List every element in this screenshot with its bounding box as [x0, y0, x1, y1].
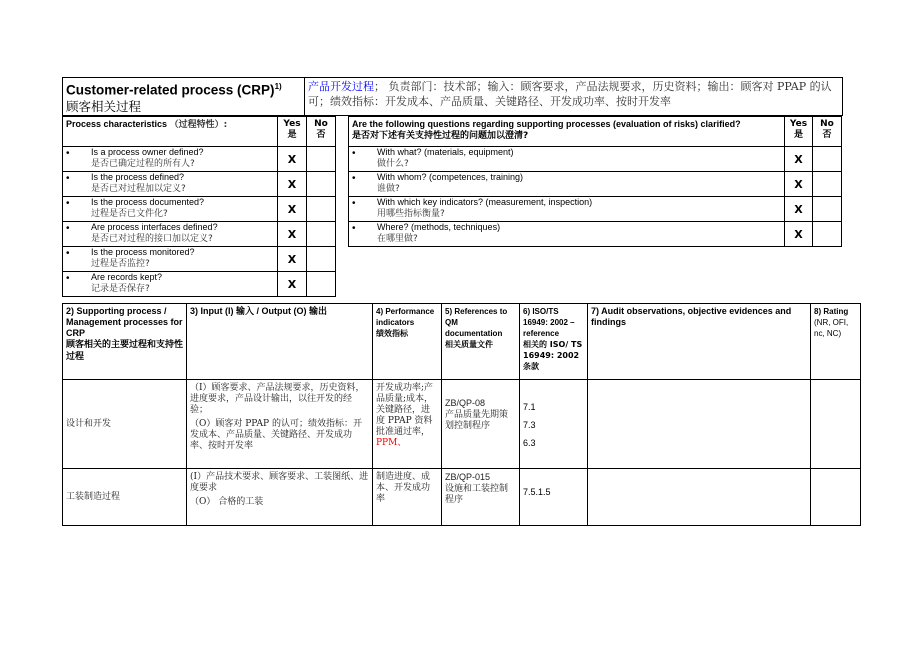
yes-mark: X — [278, 272, 307, 297]
input-output-cell — [187, 469, 373, 526]
characteristic-item: • Are process interfaces defined? 是否已对过程的接口加以定义? — [63, 222, 278, 247]
table-row — [63, 469, 861, 526]
findings-cell[interactable] — [588, 380, 811, 469]
no-mark — [813, 172, 842, 197]
yes-mark: X — [278, 147, 307, 172]
rating-cell[interactable] — [811, 380, 861, 469]
characteristic-row — [63, 272, 336, 297]
audit-header-row — [63, 304, 861, 380]
characteristic-item: • Are records kept? 记录是否保存? — [63, 272, 278, 297]
bullet-icon: • — [66, 248, 70, 259]
characteristic-row — [63, 172, 336, 197]
col-audit-observations-header: 7) Audit observations, objective evidences and findings — [588, 304, 811, 380]
no-mark — [813, 147, 842, 172]
no-mark — [813, 197, 842, 222]
findings-cell[interactable] — [588, 469, 811, 526]
bullet-icon: • — [66, 173, 70, 184]
characteristic-item: • Is the process documented? 过程是否已文件化? — [63, 197, 278, 222]
yes-mark: X — [278, 222, 307, 247]
process-cell: 设计和开发 — [63, 380, 187, 469]
col-input-output-header: 3) Input (I) 输入 / Output (O) 输出 — [187, 304, 373, 380]
bullet-icon: • — [352, 198, 356, 209]
bullet-icon: • — [66, 198, 70, 209]
input-text: (I）产品技术要求、顾客要求、工装图纸、进度要求 — [190, 472, 369, 493]
iso-ref-cell — [520, 469, 588, 526]
characteristic-row — [63, 197, 336, 222]
col-qm-documentation-header: 5) References to QM documentation 相关质量文件 — [442, 304, 520, 380]
question-item: • With which key indicators? (measurement, inspection) 用哪些指标衡量? — [349, 197, 785, 222]
characteristic-row — [63, 222, 336, 247]
bullet-icon: • — [66, 273, 70, 284]
no-mark — [813, 222, 842, 247]
yes-mark: X — [278, 197, 307, 222]
question-row — [349, 197, 842, 222]
process-name: 产品开发过程 — [308, 80, 374, 93]
characteristic-row — [63, 247, 336, 272]
col-iso-reference-header: 6) ISO/TS 16949: 2002 – reference 相关的 ISO/ TS 16949: 2002 条款 — [520, 304, 588, 380]
iso-ref: 6.3 — [523, 438, 536, 448]
doc-name: 产品质量先期策划控制程序 — [445, 410, 509, 431]
process-title-cell — [63, 78, 305, 116]
characteristic-item: • Is the process defined? 是否已对过程加以定义? — [63, 172, 278, 197]
characteristic-row — [63, 147, 336, 172]
no-mark — [307, 272, 336, 297]
questions-no-header: No 否 — [813, 117, 842, 147]
yes-mark: X — [785, 172, 813, 197]
questions-header: Are the following questions regarding supporting processes (evaluation of risks) clarified? 是否对下述有关支持性过程的问题加以澄清? — [349, 117, 785, 147]
characteristics-header: Process characteristics （过程特性）: — [63, 117, 278, 147]
questions-yes-header: Yes 是 — [785, 117, 813, 147]
question-row — [349, 222, 842, 247]
question-row — [349, 172, 842, 197]
iso-ref-cell — [520, 380, 588, 469]
process-title-cn: 顾客相关过程 — [66, 98, 142, 114]
no-mark — [307, 247, 336, 272]
question-item: • Where? (methods, techniques) 在哪里做? — [349, 222, 785, 247]
indicator-highlight: PPM、 — [376, 438, 407, 448]
bullet-icon: • — [352, 223, 356, 234]
no-mark — [307, 147, 336, 172]
iso-ref: 7.3 — [523, 420, 536, 430]
iso-ref: 7.1 — [523, 402, 536, 412]
table-row — [63, 380, 861, 469]
question-row — [349, 147, 842, 172]
bullet-icon: • — [66, 148, 70, 159]
col-rating-header: 8) Rating (NR, OFI, nc, NC) — [811, 304, 861, 380]
process-cell: 工装制造过程 — [63, 469, 187, 526]
iso-ref: 7.5.1.5 — [523, 487, 551, 497]
process-description: ； 负责部门：技术部；输入：顾客要求，产品法规要求，历史资料；输出：顾客对 PPAP 的认可；绩效指标：开发成本、产品质量、关键路径、开发成功率、按时开发率 — [308, 80, 832, 108]
characteristic-item: • Is a process owner defined? 是否已确定过程的所有人? — [63, 147, 278, 172]
bullet-icon: • — [66, 223, 70, 234]
qm-doc-cell — [442, 469, 520, 526]
bullet-icon: • — [352, 173, 356, 184]
doc-code: ZB/QP-015 — [445, 472, 491, 482]
no-mark — [307, 197, 336, 222]
yes-mark: X — [278, 172, 307, 197]
no-mark — [307, 172, 336, 197]
supporting-questions-table — [348, 116, 842, 247]
rating-cell[interactable] — [811, 469, 861, 526]
input-text: （I）顾客要求、产品法规要求，历史资料， 进度要求，产品设计输出，以往开发的经验； — [190, 383, 365, 415]
qm-doc-cell — [442, 380, 520, 469]
indicators-cell: 开发成功率;产品质量;成本，关键路径，进度 PPAP 资料批准通过率，PPM、 — [373, 380, 442, 469]
yes-mark: X — [785, 222, 813, 247]
doc-code: ZB/QP-08 — [445, 398, 486, 408]
title-footnote: 1) — [274, 82, 282, 91]
yes-mark: X — [785, 147, 813, 172]
process-description-cell — [305, 78, 843, 116]
doc-name: 设施和工装控制程序 — [445, 484, 509, 505]
process-characteristics-table — [62, 116, 336, 297]
no-mark — [307, 222, 336, 247]
output-text: （O） 合格的工装 — [190, 497, 264, 507]
output-text: （O）顾客对 PPAP 的认可；绩效指标：开发成本、产品质量、关键路径、开发成功率、按时开发率 — [190, 419, 362, 451]
yes-mark: X — [785, 197, 813, 222]
question-item: • With what? (materials, equipment) 做什么? — [349, 147, 785, 172]
yes-mark: X — [278, 247, 307, 272]
audit-table — [62, 303, 861, 526]
question-item: • With whom? (competences, training) 谁做? — [349, 172, 785, 197]
input-output-cell — [187, 380, 373, 469]
process-title-en: Customer-related process (CRP)$^{1)}$ — [66, 82, 282, 98]
indicators-cell: 制造进度、成本、开发成功率 — [373, 469, 442, 526]
bullet-icon: • — [352, 148, 356, 159]
col-supporting-process-header: 2) Supporting process / Management processes for CRP 顾客相关的主要过程和支持性过程 — [63, 304, 187, 380]
characteristics-no-header: No 否 — [307, 117, 336, 147]
characteristic-item: • Is the process monitored? 过程是否监控? — [63, 247, 278, 272]
characteristics-yes-header: Yes 是 — [278, 117, 307, 147]
process-header-table — [62, 77, 843, 116]
col-performance-indicators-header: 4) Performance indicators 绩效指标 — [373, 304, 442, 380]
